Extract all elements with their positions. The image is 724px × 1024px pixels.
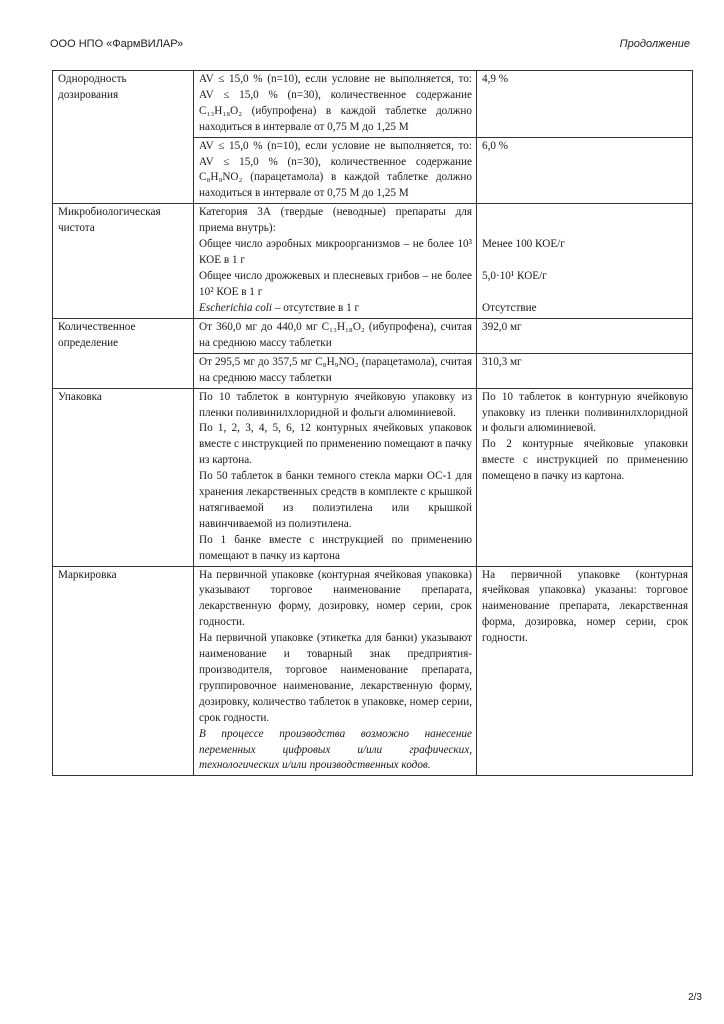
page-number: 2/3: [688, 992, 702, 1003]
ecoli-text: – отсутствие в 1 г: [272, 301, 360, 314]
packaging-req-p2: По 1, 2, 3, 4, 5, 6, 12 контурных ячейковых упаковок вместе с инструкцией по применению помещают в пачку из картона.: [199, 422, 473, 467]
res-ecoli: Отсутствие: [482, 302, 537, 315]
requirement-cell: [194, 388, 477, 566]
requirement-cell: От 295,5 мг до 357,5 мг C₈H₉NO₂ (парацетамола), считая на среднюю массу таблетки: [194, 353, 477, 388]
ecoli-name: Escherichia coli: [199, 301, 273, 314]
result-cell: 4,9 %: [477, 71, 693, 138]
marking-req-p1: На первичной упаковке (контурная ячейковая упаковка) указывают торговое наименование препарата, лекарственную форму, дозировку, номер серии, срок годности.: [199, 568, 472, 629]
table-row: [53, 566, 693, 776]
param-name-cell: Упаковка: [53, 388, 194, 566]
table-row: [53, 71, 693, 138]
micro-ecoli: [199, 301, 472, 317]
result-cell: [477, 388, 693, 566]
requirement-cell: AV ≤ 15,0 % (n=10), если условие не выполняется, то: AV ≤ 15,0 % (n=30), количественное содержание C₈H₉NO₂ (парацетамола) в каждой таблетке должно находиться в интервале от 0,75 М до 1,25 М: [194, 137, 477, 204]
requirement-cell: AV ≤ 15,0 % (n=10), если условие не выполняется, то: AV ≤ 15,0 % (n=30), количественное содержание C₁₃H₁₈O₂ (ибупрофена) в каждой таблетке должно находиться в интервале от 0,75 М до 1,25 М: [194, 71, 477, 138]
result-cell: 392,0 мг: [477, 318, 693, 353]
micro-yeast: Общее число дрожжевых и плесневых грибов – не более 10² КОЕ в 1 г: [199, 269, 472, 298]
packaging-res-p2: По 2 контурные ячейковые упаковки вместе с инструкцией по применению помещено в пачку из картона.: [482, 438, 688, 483]
company-name: ООО НПО «ФармВИЛАР»: [50, 38, 184, 50]
packaging-req-p1: По 10 таблеток в контурную ячейковую упаковку из пленки поливинилхлоридной и фольги алюминиевой.: [199, 390, 472, 419]
param-name-cell: Маркировка: [53, 566, 194, 776]
result-cell: [477, 204, 693, 319]
packaging-res-p1: По 10 таблеток в контурную ячейковую упаковку из пленки поливинилхлоридной и фольги алюминиевой.: [482, 390, 688, 435]
table-row: [53, 388, 693, 566]
continuation-label: Продолжение: [619, 38, 690, 50]
res-yeast: 5,0·10¹ КОЕ/г: [482, 270, 547, 283]
marking-req-p3: В процессе производства возможно нанесение переменных цифровых и/или графических, технологических и/или производственных кодов.: [199, 727, 472, 772]
param-name-cell: Однородность дозирования: [53, 71, 194, 204]
marking-req-p2: На первичной упаковке (этикетка для банки) указывают наименование и товарный знак предприятия-производителя, торговое наименование препарата, группировочное наименование, лекарственную форму, дозировку, количество таблеток в упаковке, номер серии, срок годности.: [199, 632, 472, 724]
requirement-cell: [194, 204, 477, 319]
result-cell: 310,3 мг: [477, 353, 693, 388]
param-name-cell: Микробиологическая чистота: [53, 204, 194, 319]
result-cell: 6,0 %: [477, 137, 693, 204]
packaging-req-p3: По 50 таблеток в банки темного стекла марки ОС-1 для хранения лекарственных средств в комплекте с крышкой натягиваемой из полиэтилена или крышкой навинчиваемой из полиэтилена.: [199, 470, 472, 530]
micro-category: Категория 3А (твердые (неводные) препараты для приема внутрь):: [199, 206, 472, 235]
table-row: [53, 318, 693, 353]
res-aerobic: Менее 100 КОЕ/г: [482, 238, 565, 251]
table-row: [53, 204, 693, 319]
requirement-cell: [194, 566, 477, 776]
marking-res-p1: На первичной упаковке (контурная ячейковая упаковка) указаны: торговое наименование препарата, лекарственная форма, дозировка, номер серии, срок годности.: [482, 568, 688, 645]
requirement-cell: От 360,0 мг до 440,0 мг C₁₃H₁₈O₂ (ибупрофена), считая на среднюю массу таблетки: [194, 318, 477, 353]
packaging-req-p4: По 1 банке вместе с инструкцией по применению помещают в пачку из картона: [199, 533, 472, 562]
micro-aerobic: Общее число аэробных микроорганизмов – не более 10³ КОЕ в 1 г: [199, 238, 472, 266]
param-name-cell: Количественное определение: [53, 318, 194, 388]
result-cell: [477, 566, 693, 776]
specification-table: [52, 70, 693, 776]
